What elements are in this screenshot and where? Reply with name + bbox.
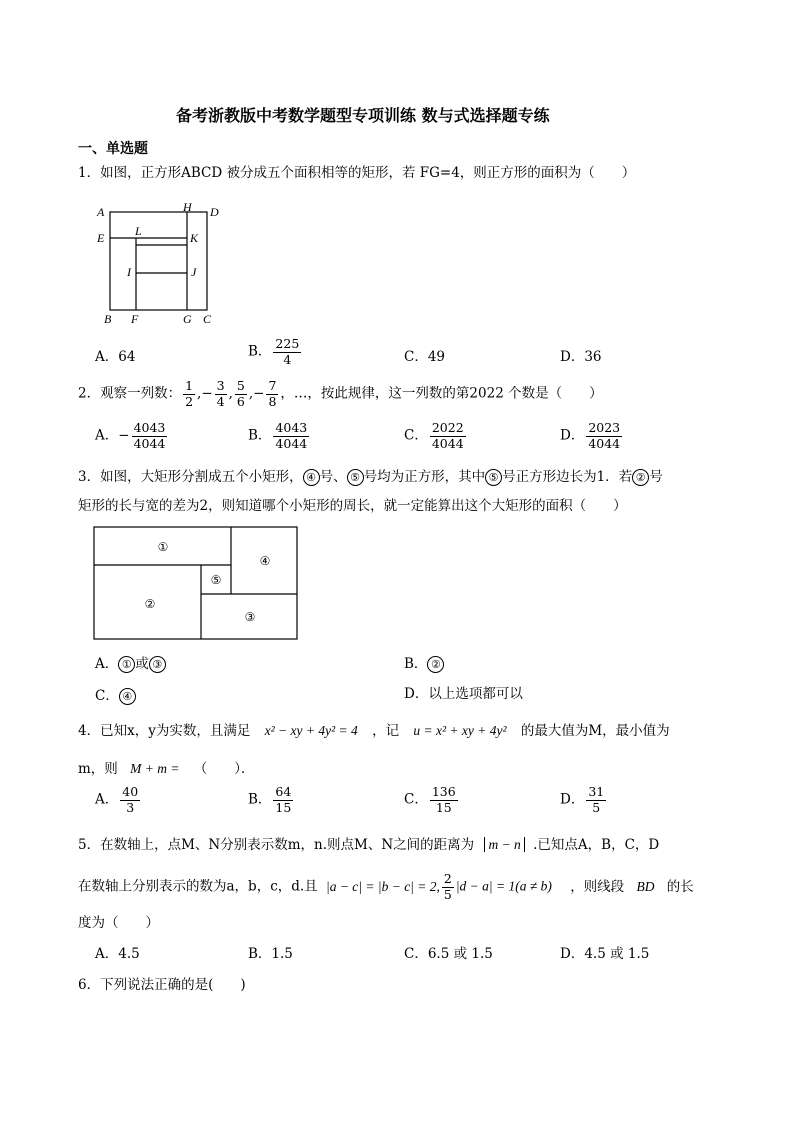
q3-circ-4: ④ <box>303 469 320 486</box>
q5-text-4: ，则线段 <box>570 878 625 895</box>
q3-text-e: 号 <box>649 469 663 485</box>
q4-eq-1: x² − xy + 4y² = 4 <box>264 723 358 738</box>
q3-text-d: 号正方形边长为1．若 <box>502 469 633 485</box>
q4-option-b-den: 15 <box>275 799 292 815</box>
q1-label-c: C <box>203 312 212 326</box>
q3-option-a-c3: ③ <box>149 656 166 673</box>
q1-label-k: K <box>190 231 199 245</box>
q3-option-a[interactable] <box>95 656 166 673</box>
q1-label-h: H <box>183 200 192 214</box>
q2-option-c-prefix: C． <box>404 427 428 444</box>
q2-option-d[interactable] <box>560 422 624 450</box>
q2-option-a-fraction <box>132 422 168 450</box>
q4-text-1: 4．已知x，y为实数，且满足 <box>78 723 251 739</box>
q3-region-4: ④ <box>259 554 271 568</box>
q1-label-e: E <box>97 231 105 245</box>
q4-text-3: 的最大值为M，最小值为 <box>520 723 670 739</box>
q4-option-d[interactable] <box>560 786 608 814</box>
q3-option-c-prefix: C． <box>95 688 119 704</box>
q5-stem-line-2 <box>78 873 694 901</box>
q1-stem: 1．如图，正方形ABCD 被分成五个面积相等的矩形，若 FG=4，则正方形的面积为（ ） <box>78 165 636 181</box>
q5-eq-den: 5 <box>443 886 452 902</box>
q4-option-d-num: 31 <box>588 784 605 799</box>
q4-option-a-fraction <box>120 786 140 814</box>
q5-text-5: 的长 <box>666 878 694 895</box>
q3-region-5: ⑤ <box>210 573 222 587</box>
q2-option-d-num: 2023 <box>588 420 621 435</box>
q2-sep-1: ,− <box>197 385 213 402</box>
q5-text-1: 5．在数轴上，点M、N分别表示数m，n.则点M、N之间的距离为 <box>78 837 475 853</box>
q3-option-b[interactable] <box>404 656 444 673</box>
q2-option-b-num: 4043 <box>275 420 308 435</box>
q2-option-a-prefix: A．− <box>95 427 130 444</box>
q1-option-b[interactable] <box>248 338 303 366</box>
q4-option-b[interactable] <box>248 786 295 814</box>
q1-label-f: F <box>131 312 139 326</box>
q2-suffix: ，…，按此规律，这一列数的第2022 个数是（ ） <box>280 385 603 402</box>
q3-circ-5b: ⑤ <box>485 469 502 486</box>
q4-stem-line-1 <box>78 724 670 739</box>
q4-option-a-den: 3 <box>126 799 135 815</box>
q4-eq-2: u = x² + xy + 4y² <box>413 723 507 738</box>
q4-option-c-prefix: C． <box>404 791 428 808</box>
q1-label-b: B <box>104 312 112 326</box>
q3-option-c[interactable] <box>95 688 136 705</box>
q4-option-d-prefix: D． <box>560 791 585 808</box>
page-title: 备考浙教版中考数学题型专项训练 数与式选择题专练 <box>176 106 550 125</box>
q2-option-a[interactable] <box>95 422 169 450</box>
q2-option-c[interactable] <box>404 422 468 450</box>
q3-option-c-c: ④ <box>119 688 136 705</box>
q5-eq-fraction <box>442 873 454 901</box>
q3-text-a: 3．如图，大矩形分割成五个小矩形， <box>78 469 303 485</box>
q1-label-l: L <box>135 224 142 238</box>
q6-stem: 6．下列说法正确的是( ) <box>78 977 246 993</box>
q3-circ-2: ② <box>632 469 649 486</box>
q4-stem-line-2 <box>78 762 255 777</box>
q4-option-b-fraction <box>273 786 293 814</box>
q5-eq-part-1: |a − c| = |b − c| = 2, <box>325 878 440 894</box>
q2-frac-2-num: 3 <box>216 378 225 393</box>
q4-option-c-den: 15 <box>435 799 452 815</box>
q1-label-g: G <box>183 312 192 326</box>
q5-stem-line-1 <box>78 838 659 853</box>
q5-option-d[interactable]: D．4.5 或 1.5 <box>560 946 650 962</box>
q3-region-2: ② <box>144 597 156 611</box>
q3-text-c: 号均为正方形，其中 <box>363 469 486 485</box>
q4-option-d-den: 5 <box>592 799 601 815</box>
q3-figure <box>90 523 300 643</box>
q2-frac-4-den: 8 <box>268 393 277 409</box>
q3-outer-rect <box>94 527 297 639</box>
q4-option-c[interactable] <box>404 786 460 814</box>
q2-option-a-den: 4044 <box>133 435 166 451</box>
q2-option-b-den: 4044 <box>275 435 308 451</box>
q3-stem-line-2: 矩形的长与宽的差为2，则知道哪个小矩形的周长，就一定能算出这个大矩形的面积（ ） <box>78 498 627 514</box>
q4-text-5: （ ）． <box>193 761 255 777</box>
q1-option-b-prefix: B． <box>248 343 272 360</box>
q2-frac-3-num: 5 <box>236 378 245 393</box>
q1-option-c[interactable]: C．49 <box>404 349 446 365</box>
q1-square <box>110 212 207 310</box>
q5-bd: BD <box>636 878 655 894</box>
q5-text-2: .已知点A，B，C，D <box>533 837 660 853</box>
q3-option-b-c: ② <box>427 656 444 673</box>
q2-option-b-prefix: B． <box>248 427 272 444</box>
q3-option-a-mid: 或 <box>135 656 149 672</box>
q4-option-a-num: 40 <box>122 784 139 799</box>
q4-eq-3: M + m = <box>130 761 180 776</box>
q5-eq-part-2: |d − a| = 1(a ≠ b) <box>455 878 552 894</box>
q3-region-3: ③ <box>244 610 256 624</box>
q1-option-d[interactable]: D．36 <box>560 349 602 365</box>
q1-label-i: I <box>127 265 131 279</box>
q2-option-b[interactable] <box>248 422 311 450</box>
q5-option-b[interactable]: B．1.5 <box>248 946 293 962</box>
q2-option-c-fraction <box>430 422 466 450</box>
q3-stem-line-1 <box>78 469 663 486</box>
q5-stem-line-3: 度为（ ） <box>78 915 159 931</box>
q2-prefix: 2．观察一列数： <box>78 385 182 402</box>
q3-circ-5: ⑤ <box>347 469 364 486</box>
q3-text-b: 号、 <box>319 469 347 485</box>
q1-option-b-den: 4 <box>283 351 292 367</box>
q2-option-a-num: 4043 <box>133 420 166 435</box>
q2-sep-3: ,− <box>248 385 265 402</box>
q1-label-a: A <box>97 205 105 219</box>
section-heading: 一、单选题 <box>78 141 148 157</box>
q2-frac-4 <box>266 380 278 408</box>
q2-frac-1 <box>183 380 195 408</box>
q2-frac-2-den: 4 <box>216 393 225 409</box>
q2-option-d-prefix: D． <box>560 427 585 444</box>
q4-option-d-fraction <box>586 786 606 814</box>
q1-label-j: J <box>191 265 197 279</box>
q3-option-a-c1: ① <box>118 656 135 673</box>
q2-option-c-num: 2022 <box>431 420 464 435</box>
q5-abs-mn: m − n <box>484 837 524 852</box>
q2-option-b-fraction <box>273 422 309 450</box>
q2-option-d-fraction <box>586 422 622 450</box>
q4-option-b-prefix: B． <box>248 791 272 808</box>
q1-figure <box>90 200 230 330</box>
q2-option-d-den: 4044 <box>588 435 621 451</box>
q5-option-a[interactable]: A．4.5 <box>95 946 140 962</box>
q4-option-a-prefix: A． <box>95 791 119 808</box>
q2-frac-1-den: 2 <box>185 393 194 409</box>
q2-option-c-den: 4044 <box>431 435 464 451</box>
q3-option-d[interactable]: D．以上选项都可以 <box>404 686 523 702</box>
q4-text-4: m，则 <box>78 761 118 777</box>
q2-sep-2: , <box>228 385 233 402</box>
q1-option-b-num: 225 <box>275 336 300 351</box>
q2-stem <box>78 380 603 408</box>
q5-eq-num: 2 <box>443 871 452 886</box>
q2-frac-2 <box>215 380 227 408</box>
q3-option-a-prefix: A． <box>95 656 119 672</box>
q4-option-c-fraction <box>430 786 458 814</box>
q2-frac-3-den: 6 <box>236 393 245 409</box>
q5-text-3: 在数轴上分别表示的数为a，b，c，d.且 <box>78 878 318 895</box>
q2-frac-1-num: 1 <box>185 378 194 393</box>
q4-option-a[interactable] <box>95 786 142 814</box>
q3-region-1: ① <box>157 540 169 554</box>
q4-text-2: ，记 <box>372 723 400 739</box>
q1-option-a[interactable]: A．64 <box>95 349 136 365</box>
q5-option-c[interactable]: C．6.5 或 1.5 <box>404 946 493 962</box>
q2-frac-3 <box>235 380 247 408</box>
q4-option-c-num: 136 <box>431 784 456 799</box>
q2-frac-4-num: 7 <box>268 378 277 393</box>
q1-label-d: D <box>210 205 219 219</box>
q1-option-b-fraction <box>273 338 301 366</box>
q4-option-b-num: 64 <box>275 784 292 799</box>
q3-option-b-prefix: B． <box>404 656 428 672</box>
